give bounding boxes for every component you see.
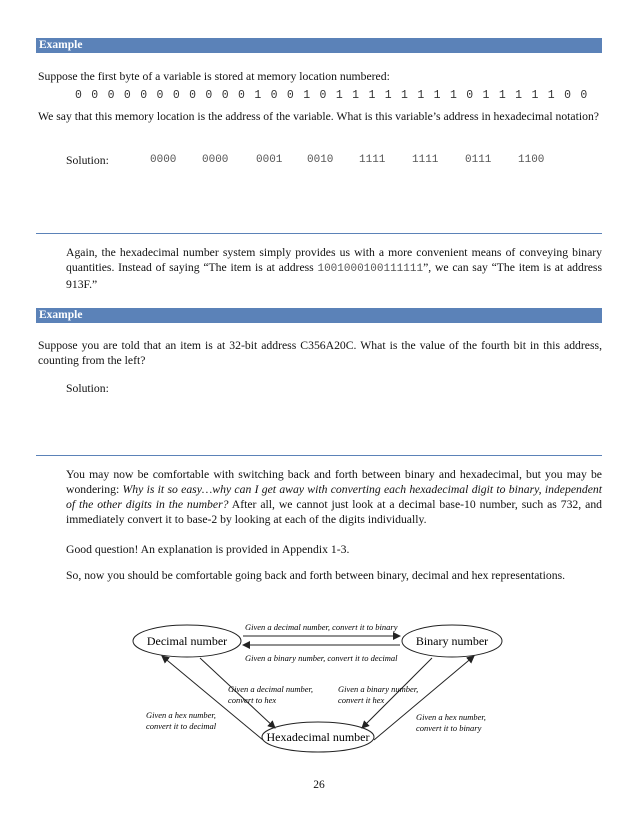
edge-dec-to-bin-label: Given a decimal number, convert it to binary (245, 622, 398, 632)
para-comfortable-before: You may now be comfortable with switching back and forth between binary and hexadecimal, but you may be wondering: (66, 468, 602, 496)
example2-solution-label: Solution: (66, 382, 109, 395)
example1-bits: 0 0 0 0 0 0 0 0 0 0 0 1 0 0 1 0 1 1 1 1 1 1 1 1 0 1 1 1 1 1 0 0 (75, 89, 589, 102)
edge-bin-to-hex-label-1: Given a binary number, (338, 684, 419, 694)
group-1: 0000 (202, 154, 229, 166)
page-number: 26 (313, 779, 325, 791)
edge-hex-to-bin-label-2: convert it to binary (416, 723, 482, 733)
group-5: 1111 (412, 154, 439, 166)
example-banner-2: Example (36, 308, 602, 323)
edge-dec-to-hex-label-2: convert to hex (228, 695, 277, 705)
node-binary-label: Binary number (415, 634, 489, 648)
edge-bin-to-hex-label-2: convert it hex (338, 695, 385, 705)
edge-hex-to-dec-label-2: convert it to decimal (146, 721, 217, 731)
group-6: 0111 (465, 154, 492, 166)
group-7: 1100 (518, 154, 545, 166)
para-good: Good question! An explanation is provided in Appendix 1-3. (66, 543, 350, 556)
group-0: 0000 (150, 154, 177, 166)
edge-hex-to-dec-label-1: Given a hex number, (146, 710, 216, 720)
example1-solution-label: Solution: (66, 154, 109, 167)
node-decimal-label: Decimal number (146, 634, 228, 648)
para-comfortable-after: After all, we cannot just look at a decimal base-10 number, such as 732, and immediately convert it to base-2 by looking at each of the digits individually. (66, 498, 603, 526)
para-again-after: ”, we can say “The item is at address 913F.” (66, 261, 602, 291)
group-3: 0010 (307, 154, 334, 166)
para-again-code: 1001000100111111 (317, 263, 424, 275)
example-banner-1: Example (36, 38, 602, 53)
para-comfortable-italic: Why is it so easy…why can I get away with converting each hexadecimal digit to binary, independent of the other digits in the number? (66, 483, 602, 511)
example2-question: Suppose you are told that an item is at 32-bit address C356A20C. What is the value of the fourth bit in this address, counting from the left? (38, 339, 602, 367)
edge-dec-to-hex-label-1: Given a decimal number, (228, 684, 313, 694)
example1-question: We say that this memory location is the address of the variable. What is this variable’s address in hexadecimal notation? (38, 110, 599, 123)
edge-bin-to-dec-label: Given a binary number, convert it to decimal (245, 653, 398, 663)
node-hex-label: Hexadecimal number (266, 730, 370, 744)
group-4: 1111 (359, 154, 386, 166)
group-2: 0001 (256, 154, 283, 166)
edge-hex-to-bin-label-1: Given a hex number, (416, 712, 486, 722)
example1-prompt: Suppose the first byte of a variable is stored at memory location numbered: (38, 70, 390, 83)
para-again-before: Again, the hexadecimal number system simply provides us with a more convenient means of conveying binary quantities. Instead of saying “The item is at address (66, 246, 602, 274)
para-so: So, now you should be comfortable going back and forth between binary, decimal and hex representations. (66, 569, 566, 582)
